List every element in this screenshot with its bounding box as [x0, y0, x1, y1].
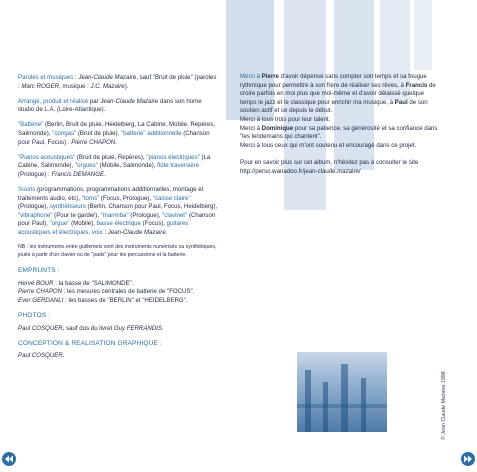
thanks-column	[240, 73, 440, 183]
credit-role: Paroles et musiques	[18, 74, 74, 81]
credit-instrument: guitares acoustiques et électriques, voix	[18, 220, 189, 236]
credit-text: .	[104, 170, 106, 178]
credit-role: Arrangé, produit et réalisé	[18, 97, 89, 105]
credit-instrument: "Batterie"	[18, 121, 44, 129]
copyright-notice: © Jean Claude Mazaire 1998	[441, 371, 447, 440]
credit-instrument: "batterie" additionnelle	[120, 129, 182, 137]
thanks-name: Francis	[405, 81, 428, 89]
credit-text: (programmations, programmations additionnelles, montage et traitements audio, etc),	[18, 185, 204, 202]
photo-detail	[341, 364, 348, 432]
credit-instrument: "pianos électriques"	[146, 153, 200, 161]
credit-instrument: "toms"	[81, 194, 100, 202]
thanks-text: de son soutien actif et ce depuis le début.	[240, 98, 428, 115]
abstract-photo	[297, 352, 387, 432]
credit-text: (Prologue) :	[18, 170, 52, 178]
credit-text: (Prologue),	[18, 203, 50, 211]
credits-programming	[18, 186, 218, 238]
thanks-name: Paul	[394, 98, 408, 106]
credit-text: , sauf dos du livret	[62, 324, 114, 332]
credit-text: (Mobile, Salimonde),	[97, 162, 158, 170]
credit-text: ).	[124, 82, 129, 90]
credits-column	[18, 74, 218, 367]
credit-text: , sauf "Bruit de pluie" (paroles :	[18, 74, 217, 90]
thanks-text: Merci à	[240, 124, 262, 132]
thanks-text: Merci à tous ceux qui m'ont soutenu et encouragé dans ce projet.	[240, 141, 417, 149]
credit-text: .	[165, 228, 168, 236]
credit-instrument: "Pianos acoustiques"	[18, 153, 76, 161]
credit-text: :	[102, 228, 108, 236]
credit-person: Marc ROGER	[21, 82, 59, 90]
photo-detail	[305, 370, 311, 432]
credit-instrument: Souris	[18, 185, 36, 193]
conception-credit: Paul COSQUER.	[18, 352, 65, 360]
photo-detail	[297, 404, 387, 408]
credit-text: dans son home studio de L.A. (Loire-Atlantique).	[18, 97, 202, 114]
thanks-name: Dominique	[261, 124, 294, 132]
credit-text: : les basses de "BERLIN" et "HEIDELBERG".	[63, 296, 188, 304]
next-arrows-icon-svg	[461, 452, 475, 466]
credit-text: (Focus),	[140, 220, 167, 228]
thanks-text: Merci à	[240, 73, 262, 80]
thanks-text: de croire parfois en moi plus que moi-même et d'avoir délaissé quelque temps le jazz et le classique pour enrichir ma musique, à	[240, 81, 436, 106]
credit-text: , musique :	[58, 82, 91, 90]
credit-person: Pierre CHAPON	[18, 288, 63, 296]
credit-person: Pierre CHAPON	[71, 138, 116, 146]
thanks-text: d'avoir dépensé sans compter son temps et sa fougue rythmique pour permettre à son frère de réaliser ses rêves, à	[240, 73, 427, 89]
prev-arrows-icon-svg	[2, 452, 16, 466]
credit-person: Paul COSQUER	[18, 324, 63, 332]
credit-person: Jean-Claude Mazaire	[100, 97, 159, 105]
credit-person: Jean-Claude Mazaire	[107, 228, 166, 236]
credit-person: Jean-Claude Mazaire	[78, 74, 137, 81]
emprunts-heading: EMPRUNTS :	[18, 267, 60, 275]
thanks-name: Pierre	[261, 73, 279, 80]
credit-text: (La Cabine, Salimonde),	[18, 153, 211, 170]
credits-production	[18, 98, 218, 115]
credit-instrument: "congas"	[52, 129, 77, 137]
credit-text: (Chanson pour Paul, Focus) :	[18, 129, 210, 146]
thanks-text: Merci à tous trois pour leur talent.	[240, 115, 331, 123]
conception-heading: CONCEPTION & REALISATION GRAPHIQUE :	[18, 339, 162, 347]
thanks-paragraph	[240, 73, 440, 150]
credit-text: (Prologue),	[128, 211, 163, 219]
credit-instrument: basse électrique	[96, 220, 141, 228]
credit-text: (Bruit de pluie, Repères),	[75, 153, 147, 161]
credit-text: (Berlin, Bruit de pluie, Heidelberg, La Cabine, Mobile, Repères, Salimonde),	[18, 121, 216, 137]
credits-drums	[18, 121, 218, 147]
credit-text: : la basse de "SALIMONDE".	[53, 279, 134, 287]
credit-instrument: "vibraphone"	[18, 211, 53, 219]
credit-text: .	[115, 138, 117, 146]
photos-credit	[18, 325, 218, 334]
credit-text: (Pour te garder),	[52, 211, 101, 219]
credit-text: (Focus, Prologue),	[99, 194, 153, 202]
decor-stripe	[414, 0, 432, 70]
credit-text: par	[88, 97, 101, 105]
thanks-text: pour sa patience, sa générosité et sa confiance dans "les lendemains qui chantent".	[240, 124, 438, 141]
credit-text: (Bruit de pluie),	[76, 129, 121, 137]
credit-person: Hervé BOUR	[18, 279, 54, 287]
credit-instrument: synthétiseurs	[49, 203, 86, 211]
credit-instrument: "caisse claire"	[152, 194, 191, 202]
credit-person: Francis DEMANGE	[51, 170, 105, 178]
instrument-note: NB : les instruments entre guillemets sont des instruments numérisés ou synthétiques, joués à partir d'un clavier ou de "pads" pour les percussions et la batterie.	[18, 244, 217, 258]
credit-text: : les mesures centrales de batterie de "FOCUS".	[62, 288, 195, 296]
credits-keys	[18, 154, 218, 180]
website-info: Pour en savoir plus sur cet album, n'hésitez pas à consulter le site http://perso.wanadoo.fr/jean-claude.mazaire/	[240, 159, 419, 175]
credit-instrument: "marimba"	[100, 211, 129, 219]
prev-arrows-icon[interactable]	[2, 452, 16, 466]
credit-text: (Chanson pour Paul),	[18, 211, 216, 228]
credit-person: Ever GERDANLI	[18, 296, 64, 304]
credit-instrument: flûte traversière	[157, 162, 200, 170]
credit-text: (Berlin, Chanson pour Paul, Focus, Heidelberg),	[85, 203, 218, 211]
credit-text: (Mobile),	[69, 220, 97, 228]
credit-text: .	[161, 324, 164, 332]
credit-instrument: "orgues"	[74, 162, 98, 170]
emprunts-list	[18, 280, 218, 306]
credit-text: :	[73, 74, 79, 81]
next-arrows-icon[interactable]	[461, 452, 475, 466]
credit-instrument: "orgue"	[49, 220, 70, 228]
credit-instrument: "clavinet"	[162, 211, 188, 219]
credit-person: J.C. Mazaire	[90, 82, 125, 90]
credit-person: Guy FERRANDIS	[113, 324, 162, 332]
photos-heading: PHOTOS :	[18, 312, 51, 320]
credits-lyrics	[18, 74, 218, 91]
